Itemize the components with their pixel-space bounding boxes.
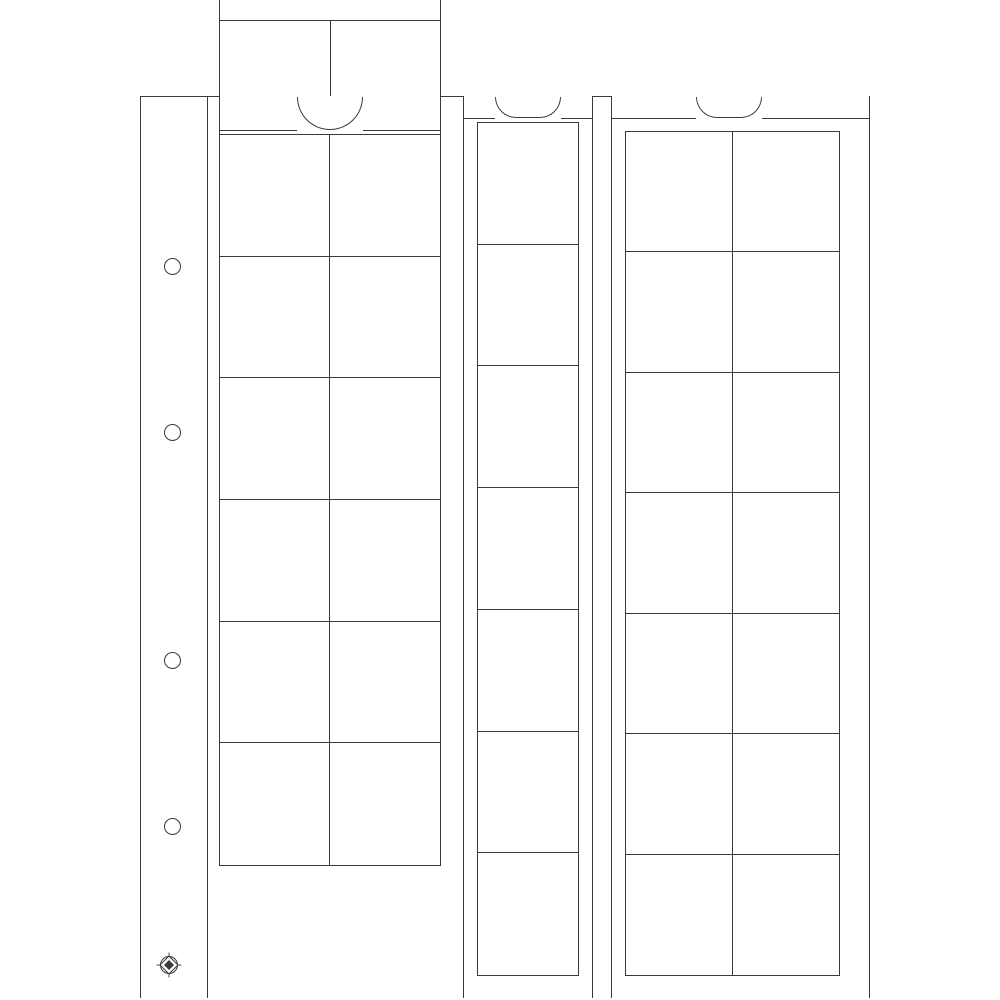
pocket-strip-middle-top-edge-b	[561, 118, 593, 119]
binder-hole-4	[164, 818, 181, 835]
left-pocket-r5-c2	[330, 622, 440, 744]
binder-hole-2	[164, 424, 181, 441]
right-pocket-r2-c2	[733, 252, 840, 372]
left-pocket-r3-c1	[220, 378, 330, 500]
left-pocket-r1-c1	[220, 135, 330, 257]
left-pocket-r1-c2	[330, 135, 440, 257]
pocket-strip-left-top-edge-a	[219, 130, 297, 131]
right-pocket-r3-c1	[626, 373, 733, 493]
pocket-strip-middle-top-edge-a	[463, 118, 495, 119]
middle-pocket-r3-c1	[478, 366, 578, 488]
right-pocket-r5-c2	[733, 614, 840, 734]
middle-pocket-r1-c1	[478, 123, 578, 245]
pocket-grid-middle	[477, 122, 579, 976]
pocket-grid-left	[219, 134, 441, 866]
thumb-cut-right-mask	[697, 96, 761, 99]
left-pocket-r4-c2	[330, 500, 440, 622]
right-pocket-r5-c1	[626, 614, 733, 734]
middle-pocket-r2-c1	[478, 245, 578, 367]
right-pocket-r2-c1	[626, 252, 733, 372]
pocket-strip-left-top-edge-b	[363, 130, 441, 131]
binder-hole-1	[164, 258, 181, 275]
pocket-grid-right	[625, 131, 840, 976]
right-pocket-r3-c2	[733, 373, 840, 493]
left-pocket-r4-c1	[220, 500, 330, 622]
left-pocket-r2-c1	[220, 257, 330, 379]
right-pocket-r7-c2	[733, 855, 840, 975]
left-pocket-r5-c1	[220, 622, 330, 744]
right-pocket-r1-c2	[733, 132, 840, 252]
right-pocket-r4-c1	[626, 493, 733, 613]
right-pocket-r7-c1	[626, 855, 733, 975]
manufacturer-logo-icon	[156, 952, 182, 978]
left-pocket-r2-c2	[330, 257, 440, 379]
left-pocket-r6-c1	[220, 743, 330, 865]
thumb-cut-left-mask	[298, 96, 362, 99]
pocket-strip-right-top-edge-b	[762, 118, 870, 119]
right-pocket-r6-c1	[626, 734, 733, 854]
right-pocket-r1-c1	[626, 132, 733, 252]
thumb-cut-middle-mask	[496, 96, 560, 99]
pocket-strip-right-top-edge-a	[611, 118, 696, 119]
binder-hole-3	[164, 652, 181, 669]
right-pocket-r6-c2	[733, 734, 840, 854]
middle-pocket-r6-c1	[478, 732, 578, 854]
middle-pocket-r7-c1	[478, 853, 578, 975]
left-pocket-r3-c2	[330, 378, 440, 500]
middle-pocket-r5-c1	[478, 610, 578, 732]
right-pocket-r4-c2	[733, 493, 840, 613]
left-pocket-r6-c2	[330, 743, 440, 865]
binder-margin-divider	[207, 96, 208, 998]
middle-pocket-r4-c1	[478, 488, 578, 610]
